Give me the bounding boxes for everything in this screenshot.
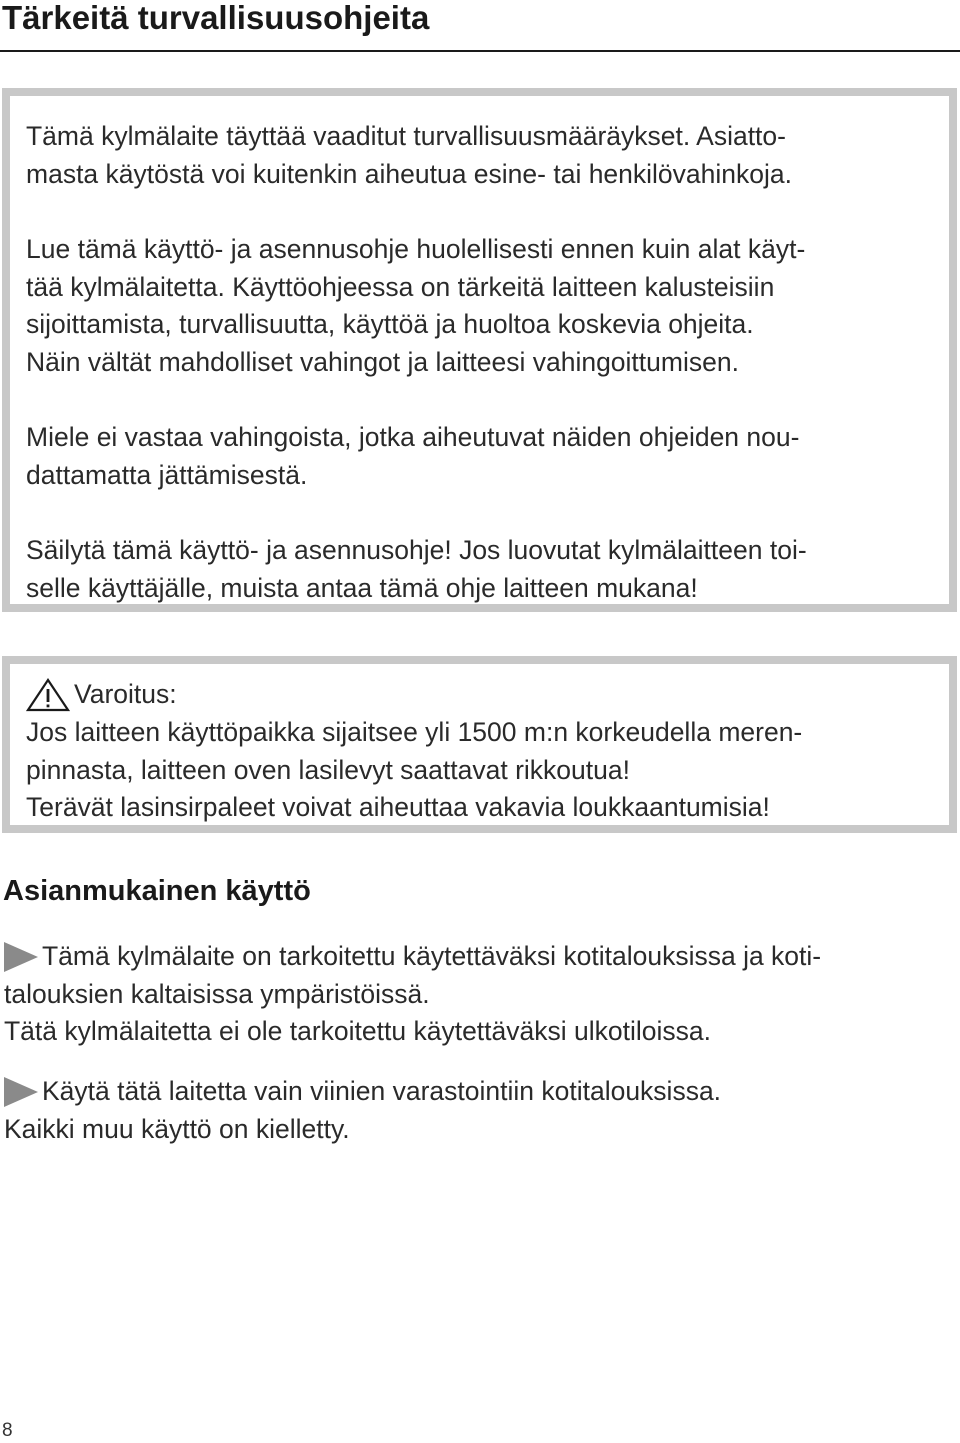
intro-paragraph-4 [26,532,939,607]
text-line: Kaikki muu käyttö on kielletty. [4,1113,350,1144]
bullet-item-1 [4,938,954,1051]
text-line: Lue tämä käyttö- ja asennusohje huolellisesti ennen kuin alat käyt- [26,234,806,264]
text-line: Säilytä tämä käyttö- ja asennusohje! Jos luovutat kylmälaitteen toi- [26,535,807,565]
bullet-first-line [4,1073,954,1111]
warning-triangle-icon [26,678,70,712]
intro-paragraph-1 [26,118,939,193]
page-title: Tärkeitä turvallisuusohjeita [2,0,430,36]
page-number: 8 [2,1420,13,1441]
text-line: pinnasta, laitteen oven lasilevyt saattavat rikkoutua! [26,754,630,785]
text-line: sijoittamista, turvallisuutta, käyttöä ja huoltoa koskevia ohjeita. [26,309,754,339]
text-line: Tätä kylmälaitetta ei ole tarkoitettu käytettäväksi ulkotiloissa. [4,1016,711,1046]
bullet-arrow-icon [4,1077,38,1107]
intro-notice-box [2,88,957,612]
warning-header [26,676,939,714]
text-line: Terävät lasinsirpaleet voivat aiheuttaa vakavia loukkaantumisia! [26,792,770,822]
bullet-text [4,976,954,1051]
text-line: Jos laitteen käyttöpaikka sijaitsee yli 1500 m:n korkeudella meren- [26,717,803,747]
text-line: talouksien kaltaisissa ympäristöissä. [4,978,430,1009]
title-divider [0,50,960,52]
section-title: Asianmukainen käyttö [3,875,311,907]
text-line: Tämä kylmälaite on tarkoitettu käytettäväksi kotitalouksissa ja koti- [42,941,822,971]
bullet-arrow-icon [4,942,38,972]
intro-paragraph-3 [26,419,939,494]
text-line: Käytä tätä laitetta vain viinien varastointiin kotitalouksissa. [42,1076,722,1106]
warning-box [2,656,957,833]
text-line: dattamatta jättämisestä. [26,459,308,490]
text-line: Miele ei vastaa vahingoista, jotka aiheutuvat näiden ohjeiden nou- [26,422,800,452]
warning-text [26,714,939,827]
text-line: tää kylmälaitetta. Käyttöohjeessa on tärkeitä laitteen kalusteisiin [26,271,775,302]
text-line: selle käyttäjälle, muista antaa tämä ohje laitteen mukana! [26,572,698,603]
text-line: Näin vältät mahdolliset vahingot ja laitteesi vahingoittumisen. [26,346,739,377]
intro-paragraph-2 [26,231,939,381]
bullet-first-line [4,938,954,976]
bullet-item-2 [4,1073,954,1148]
bullet-text [4,1111,954,1149]
text-line: Tämä kylmälaite täyttää vaaditut turvallisuusmääräykset. Asiatto- [26,121,786,151]
text-line: masta käytöstä voi kuitenkin aiheutua esine- tai henkilövahinkoja. [26,158,793,189]
warning-label: Varoitus: [74,679,177,710]
